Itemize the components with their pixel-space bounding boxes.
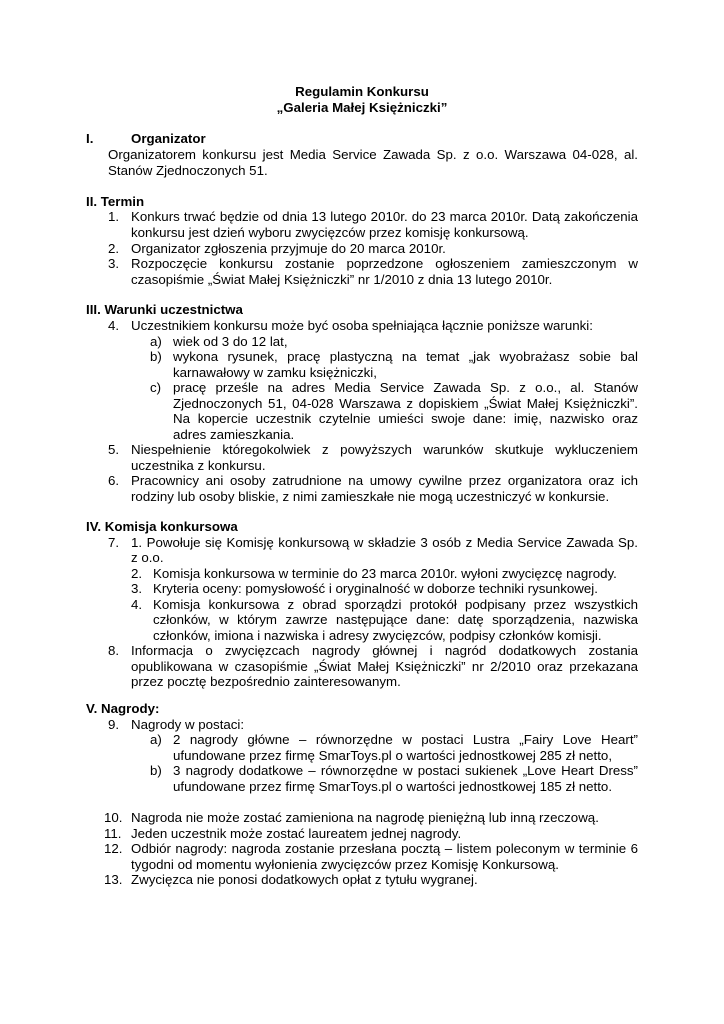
- sublist-item-text: członków, w którym zawrze następujące dane: datę sporządzenia, nazwiska: [153, 612, 638, 627]
- list-number: 4.: [108, 318, 120, 333]
- sublist-number: 2.: [131, 566, 143, 581]
- list-number: 7.: [108, 535, 120, 550]
- sublist-item-text: 3 nagrody dodatkowe – równorzędne w postaci sukienek „Love Heart Dress”: [173, 763, 638, 778]
- list-item-text: czasopiśmie „Świat Małej Księżniczki” nr 1/2010 z dnia 13 lutego 2010r.: [131, 272, 553, 287]
- list-item-text: Uczestnikiem konkursu może być osoba spełniająca łącznie poniższe warunki:: [131, 318, 593, 333]
- sublist-item-text: Komisja konkursowa w terminie do 23 marca 2010r. wyłoni zwycięzcę nagrody.: [153, 566, 617, 581]
- list-item-text: Odbiór nagrody: nagroda zostanie przesłana pocztą – listem poleconym w terminie 6: [131, 841, 638, 856]
- sublist-letter: b): [150, 349, 162, 364]
- document-subtitle: „Galeria Małej Księżniczki”: [276, 100, 448, 115]
- list-item-text: Zwycięzca nie ponosi dodatkowych opłat z tytułu wygranej.: [131, 872, 478, 887]
- sublist-item-text: wiek od 3 do 12 lat,: [173, 334, 288, 349]
- list-item-text: Pracownicy ani osoby zatrudnione na umowy cywilne przez organizatora oraz ich: [131, 473, 638, 488]
- list-item-text: Organizator zgłoszenia przyjmuje do 20 marca 2010r.: [131, 241, 446, 256]
- list-item-text: Nagroda nie może zostać zamieniona na nagrodę pieniężną lub inną rzeczową.: [131, 810, 599, 825]
- section-5-heading: V. Nagrody:: [86, 701, 160, 716]
- list-number: 10.: [104, 810, 123, 825]
- sublist-number: 4.: [131, 597, 143, 612]
- list-item-text: z o.o.: [131, 550, 164, 565]
- section-4-heading: IV. Komisja konkursowa: [86, 519, 238, 534]
- list-item-text: Informacja o zwycięzcach nagrody głównej i nagród dodatkowych zostania: [131, 643, 638, 658]
- list-number: 2.: [108, 241, 120, 256]
- sublist-letter: a): [150, 334, 162, 349]
- sublist-item-text: Zjednoczonych 51, 04-028 Warszawa z dopiskiem „Świat Małej Księżniczki”.: [173, 396, 638, 411]
- sublist-letter: b): [150, 763, 162, 778]
- sublist-item-text: pracę prześle na adres Media Service Zawada Sp. z o.o., al. Stanów: [173, 380, 638, 395]
- list-number: 5.: [108, 442, 120, 457]
- list-number: 11.: [104, 826, 122, 841]
- list-number: 3.: [108, 256, 120, 271]
- list-number: 12.: [104, 841, 123, 856]
- sublist-item-text: ufundowane przez firmę SmarToys.pl o wartości jednostkowej 185 zł netto.: [173, 779, 613, 794]
- section-3-heading: III. Warunki uczestnictwa: [86, 302, 243, 317]
- sublist-item-text: Kryteria oceny: pomysłowość i oryginalność w doborze techniki rysunkowej.: [153, 581, 598, 596]
- list-number: 9.: [108, 717, 120, 732]
- list-item-text: Niespełnienie któregokolwiek z powyższych warunków skutkuje wykluczeniem: [131, 442, 638, 457]
- list-item-text: opublikowana w czasopiśmie „Świat Małej Księżniczki” nr 2/2010 oraz przekazana: [131, 659, 638, 674]
- sublist-letter: c): [150, 380, 162, 395]
- list-item-text: Konkurs trwać będzie od dnia 13 lutego 2010r. do 23 marca 2010r. Datą zakończenia: [131, 209, 638, 224]
- list-item-text: rodziny lub osoby bliskie, z nimi zamieszkałe nie mogą uczestniczyć w konkursie.: [131, 489, 610, 504]
- section-1-heading: Organizator: [131, 131, 206, 146]
- document-title: Regulamin Konkursu: [295, 84, 429, 99]
- sublist-letter: a): [150, 732, 162, 747]
- sublist-item-text: wykona rysunek, pracę plastyczną na temat „jak wyobrażasz sobie bal: [173, 349, 638, 364]
- list-number: 1.: [108, 209, 120, 224]
- sublist-item-text: ufundowane przez firmę SmarToys.pl o wartości jednostkowej 285 zł netto,: [173, 748, 613, 763]
- section-1-text-line: Organizatorem konkursu jest Media Service Zawada Sp. z o.o. Warszawa 04-028, al.: [108, 147, 638, 162]
- sublist-item-text: członków, imiona i nazwiska i adresy zwycięzców, podpisy członków komisji.: [153, 628, 602, 643]
- section-1-number: I.: [86, 131, 94, 146]
- sublist-number: 3.: [131, 581, 143, 596]
- list-item-text: Jeden uczestnik może zostać laureatem jednej nagrody.: [131, 826, 462, 841]
- list-number: 6.: [108, 473, 120, 488]
- list-item-text: 1. Powołuje się Komisję konkursową w składzie 3 osób z Media Service Zawada Sp.: [131, 535, 638, 550]
- sublist-item-text: 2 nagrody główne – równorzędne w postaci Lustra „Fairy Love Heart”: [173, 732, 638, 747]
- list-item-text: Nagrody w postaci:: [131, 717, 245, 732]
- section-1-text-line: Stanów Zjednoczonych 51.: [108, 163, 268, 178]
- list-item-text: konkursu jest dzień wyboru zwycięzców przez komisję konkursową.: [131, 225, 529, 240]
- sublist-item-text: Komisja konkursowa z obrad sporządzi protokół podpisany przez wszystkich: [153, 597, 638, 612]
- list-number: 13.: [104, 872, 123, 887]
- sublist-item-text: karnawałowy w zamku księżniczki,: [173, 365, 377, 380]
- list-item-text: przez pocztę bezpośrednio zainteresowanym.: [131, 674, 401, 689]
- list-item-text: Rozpoczęcie konkursu zostanie poprzedzone ogłoszeniem zamieszczonym w: [131, 256, 638, 271]
- sublist-item-text: Na kopercie uczestnik czytelnie umieści swoje dane: imię, nazwisko oraz: [173, 411, 638, 426]
- sublist-item-text: adres zamieszkania.: [173, 427, 295, 442]
- list-item-text: uczestnika z konkursu.: [131, 458, 266, 473]
- section-2-heading: II. Termin: [86, 194, 145, 209]
- list-item-text: tygodni od momentu wyłonienia zwycięzców przez Komisję Konkursową.: [131, 857, 559, 872]
- list-number: 8.: [108, 643, 120, 658]
